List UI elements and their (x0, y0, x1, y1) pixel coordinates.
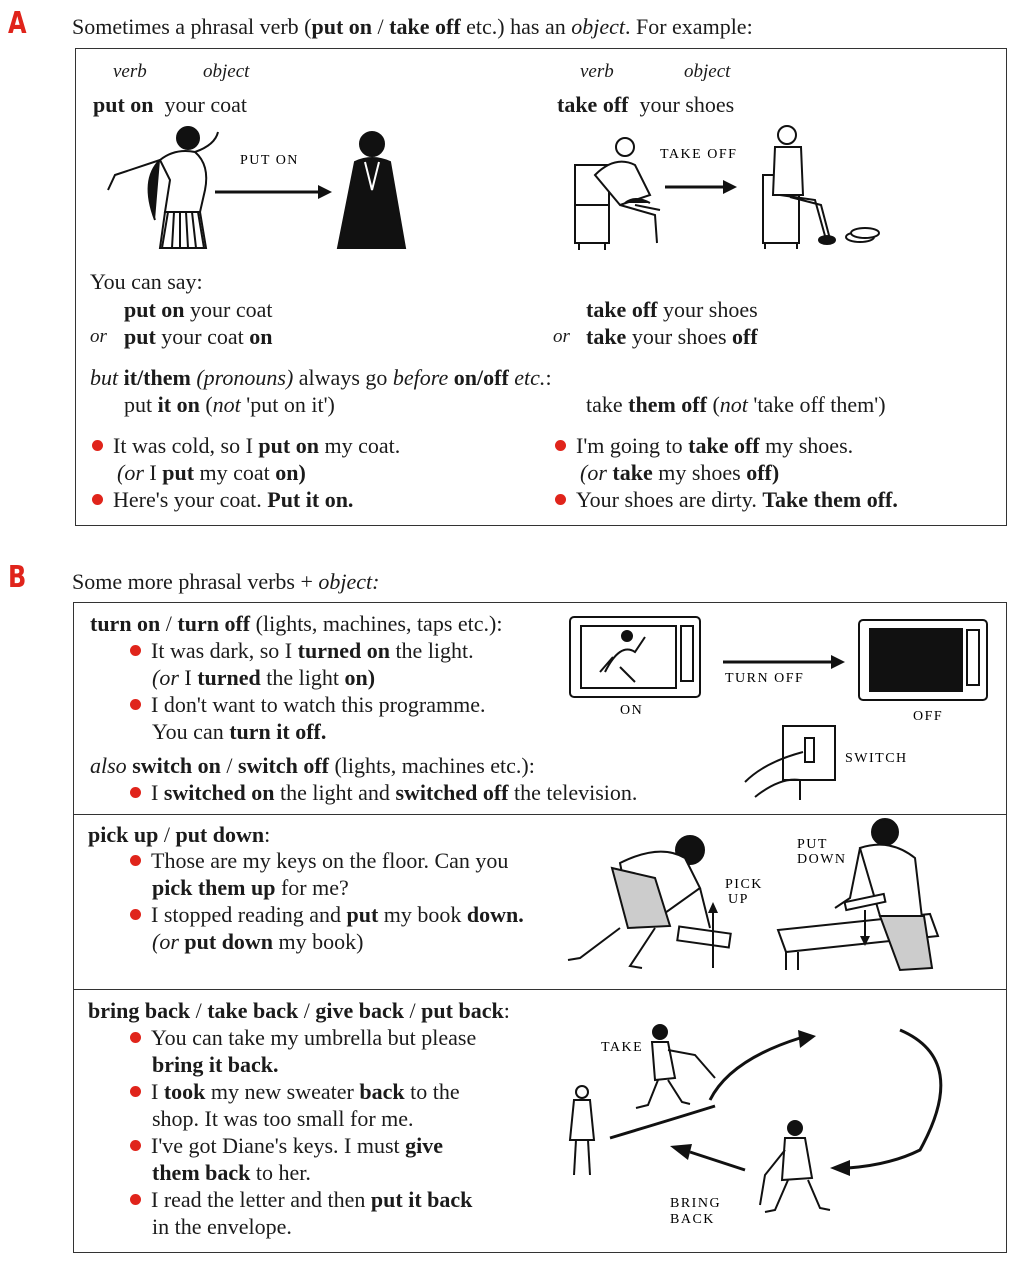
bullet-dot (555, 440, 566, 451)
take-curve-arrow (710, 1038, 800, 1100)
box3-example-1: You can take my umbrella but please (130, 1024, 476, 1051)
pronoun-right: take them off (not 'take off them') (586, 392, 886, 417)
box3-example-3: I've got Diane's keys. I must give (130, 1132, 443, 1159)
bullet-dot (92, 440, 103, 451)
box1-example-1b: (or I turned the light on) (152, 665, 376, 690)
switch-label: SWITCH (845, 751, 908, 766)
example-a-right-1b: (or take my shoes off) (580, 460, 780, 485)
put-on-illustration (100, 120, 420, 255)
pronoun-rule: but it/them (pronouns) always go before on/off etc.: (90, 365, 552, 390)
take-label: TAKE (601, 1040, 644, 1055)
bullet-dot (130, 1194, 141, 1205)
left-verb-object: put on your coat (93, 92, 248, 117)
tv-off-label: OFF (913, 709, 944, 724)
tv-illustration (565, 612, 995, 812)
box2-example-1: Those are my keys on the floor. Can you (130, 847, 508, 874)
take-off-label: TAKE OFF (660, 147, 738, 162)
put-on-label: PUT ON (240, 153, 299, 168)
say-right-2: take your shoes off (586, 324, 758, 349)
take-off-illustration (565, 125, 895, 250)
you-can-say: You can say: (90, 269, 203, 294)
pick-up-put-down-illustration (560, 818, 980, 986)
man-with-umbrella-returning-figure (760, 1121, 830, 1212)
box3-example-1b: bring it back. (152, 1052, 279, 1077)
bullet-dot (130, 1032, 141, 1043)
section-b-intro: Some more phrasal verbs + object: (72, 569, 380, 594)
turn-off-label: TURN OFF (725, 671, 805, 686)
section-letter-a: A (8, 6, 27, 41)
tv-off-figure (859, 620, 987, 700)
tv-on-figure (570, 617, 700, 697)
or-right: or (553, 326, 570, 347)
example-a-right-1: I'm going to take off my shoes. (555, 432, 853, 459)
box3-example-2b: shop. It was too small for me. (152, 1106, 414, 1131)
left-col-object: object (203, 61, 250, 82)
bullet-dot (130, 1086, 141, 1097)
right-col-object: object (684, 61, 731, 82)
bring-label: BRING (670, 1196, 722, 1211)
box1-example-1: It was dark, so I turned on the light. (130, 637, 474, 664)
example-a-left-2: Here's your coat. Put it on. (92, 486, 353, 513)
bullet-dot (130, 1140, 141, 1151)
say-right-1: take off your shoes (586, 297, 758, 322)
box2-example-2b: (or put down my book) (152, 929, 364, 954)
man-without-shoes-figure (763, 126, 879, 249)
section-a-intro: Sometimes a phrasal verb (put on / take off etc.) has an object. For example: (72, 14, 753, 39)
return-curve-arrow (848, 1030, 941, 1168)
up-label: UP (728, 892, 749, 907)
bullet-dot (130, 645, 141, 656)
box1-example-3: I switched on the light and switched off the television. (130, 779, 637, 806)
bullet-dot (92, 494, 103, 505)
bullet-dot (555, 494, 566, 505)
box3-example-2: I took my new sweater back to the (130, 1078, 460, 1105)
box2-example-2: I stopped reading and put my book down. (130, 901, 524, 928)
tv-on-label: ON (620, 703, 644, 718)
man-with-umbrella-walking-figure (636, 1025, 715, 1108)
example-a-left-1b: (or I put my coat on) (117, 460, 306, 485)
say-left-2: put your coat on (124, 324, 273, 349)
box1-example-2: I don't want to watch this programme. (130, 691, 486, 718)
or-left: or (90, 326, 107, 347)
right-verb-object: take off your shoes (557, 92, 735, 117)
box2-example-1b: pick them up for me? (152, 875, 349, 900)
woman-standing-figure (570, 1086, 594, 1175)
pronoun-left: put it on (not 'put on it') (124, 392, 335, 417)
box1-also: also switch on / switch off (lights, machines etc.): (90, 753, 535, 778)
say-left-1: put on your coat (124, 297, 273, 322)
example-a-right-2: Your shoes are dirty. Take them off. (555, 486, 898, 513)
woman-in-coat-figure (338, 132, 405, 248)
example-a-left-1: It was cold, so I put on my coat. (92, 432, 400, 459)
down-label: DOWN (797, 852, 847, 867)
bullet-dot (130, 787, 141, 798)
light-switch-figure (745, 726, 835, 800)
bullet-dot (130, 855, 141, 866)
bullet-dot (130, 699, 141, 710)
left-col-verb: verb (113, 61, 147, 82)
section-letter-b: B (8, 560, 27, 595)
woman-putting-on-coat-figure (108, 127, 218, 248)
box3-example-3b: them back to her. (152, 1160, 311, 1185)
woman-picking-up-book-figure (568, 836, 731, 968)
box3-example-4: I read the letter and then put it back (130, 1186, 472, 1213)
box1-example-2b: You can turn it off. (152, 719, 327, 744)
put-label: PUT (797, 837, 828, 852)
bullet-dot (130, 909, 141, 920)
right-col-verb: verb (580, 61, 614, 82)
take-path-arrow (610, 1106, 715, 1138)
box3-heading: bring back / take back / give back / put back: (88, 998, 510, 1023)
bring-back-illustration (560, 1010, 980, 1245)
box1-heading: turn on / turn off (lights, machines, taps etc.): (90, 611, 503, 636)
box3-example-4b: in the envelope. (152, 1214, 292, 1239)
box2-heading: pick up / put down: (88, 822, 271, 847)
pick-label: PICK (725, 877, 763, 892)
man-taking-off-shoes-figure (575, 138, 660, 250)
bring-back-arrow (690, 1152, 745, 1170)
back-label: BACK (670, 1212, 715, 1227)
